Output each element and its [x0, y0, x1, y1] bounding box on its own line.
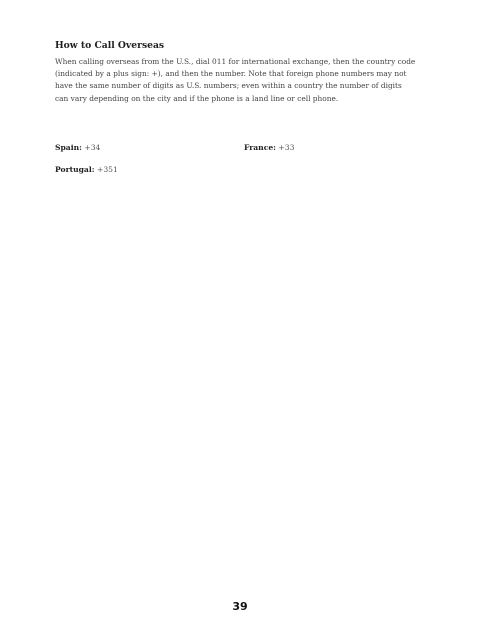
country-name: Portugal: [55, 165, 95, 174]
dialing-code: +34 [84, 143, 101, 152]
intro-paragraph [55, 56, 435, 105]
dialing-code: +351 [96, 165, 118, 174]
paragraph-line: (indicated by a plus sign: +), and then the number. Note that foreign phone numbers may not [55, 69, 407, 79]
country-name: France: [244, 143, 276, 152]
paragraph-line: have the same number of digits as U.S. numbers; even within a country the number of digits [55, 81, 402, 91]
country-code-spain [55, 143, 100, 152]
dialing-code: +33 [278, 143, 295, 152]
paragraph-line: When calling overseas from the U.S., dial 011 for international exchange, then the country code [55, 57, 416, 66]
page-number: 39 [232, 600, 248, 613]
country-code-france [244, 143, 294, 152]
section-heading: How to Call Overseas [55, 40, 165, 51]
country-code-portugal [55, 165, 118, 174]
paragraph-line: can vary depending on the city and if the phone is a land line or cell phone. [55, 93, 339, 103]
country-name: Spain: [55, 143, 82, 152]
